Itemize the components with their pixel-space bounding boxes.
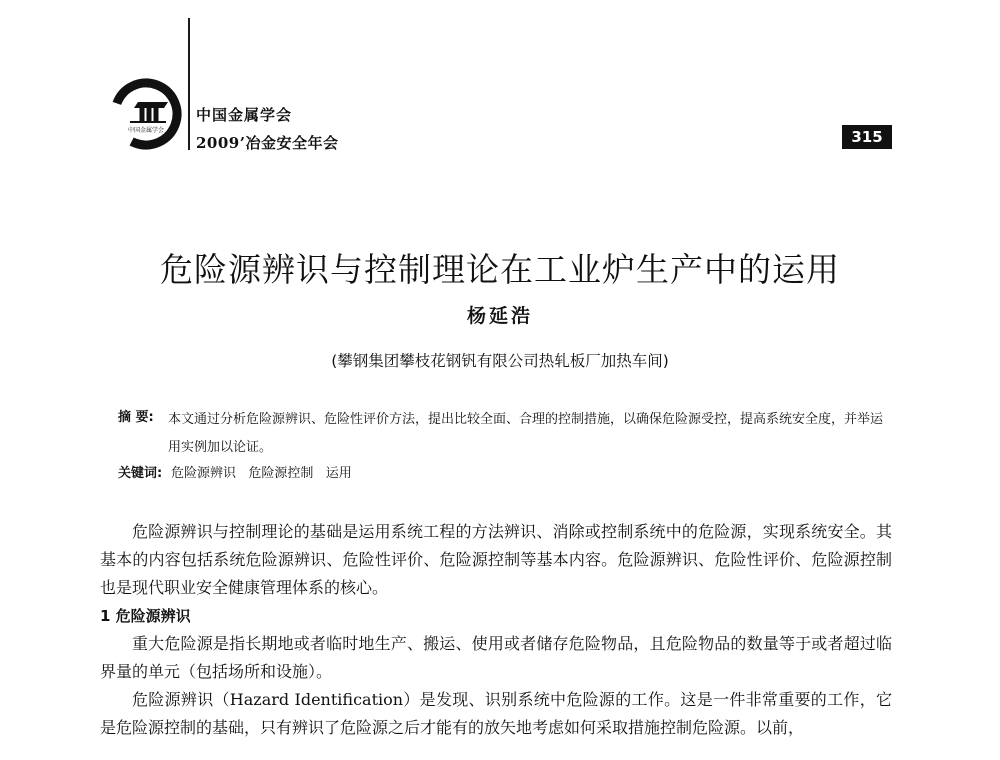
section-heading: 1 危险源辨识 <box>100 607 191 625</box>
paragraph: 重大危险源是指长期地或者临时地生产、搬运、使用或者储存危险物品，且危险物品的数量等于或者超过临界量的单元（包括场所和设施）。 <box>100 634 892 681</box>
body-text <box>100 518 892 742</box>
intro-paragraph: 危险源辨识与控制理论的基础是运用系统工程的方法辨识、消除或控制系统中的危险源，实现系统安全。其基本的内容包括系统危险源辨识、危险性评价、危险源控制等基本内容。危险源辨识、危险性评价、危险源控制也是现代职业安全健康管理体系的核心。 <box>100 522 892 597</box>
paragraph: 危险源辨识（Hazard Identification）是发现、识别系统中危险源的工作。这是一件非常重要的工作，它是危险源控制的基础，只有辨识了危险源之后才能有的放矢地考虑如何采取措施控制危险源。以前， <box>100 690 892 737</box>
organization-name: 中国金属学会 <box>196 106 293 124</box>
abstract-text: 本文通过分析危险源辨识、危险性评价方法，提出比较全面、合理的控制措施，以确保危险源受控，提高系统安全度，并举运用实例加以论证。 <box>168 412 884 455</box>
svg-text:中国金属学会: 中国金属学会 <box>127 127 165 134</box>
conference-name: 2009’冶金安全年会 <box>196 134 339 152</box>
keywords-text: 危险源辨识 危险源控制 运用 <box>171 466 352 481</box>
society-logo <box>108 76 184 152</box>
header-divider <box>188 18 190 150</box>
page-number: 315 <box>842 125 892 149</box>
abstract-label: 摘 要: <box>118 410 154 425</box>
paper-author: 杨延浩 <box>466 305 533 327</box>
paper-title: 危险源辨识与控制理论在工业炉生产中的运用 <box>160 250 840 289</box>
keywords-label: 关键词: <box>118 466 163 481</box>
author-affiliation: (攀钢集团攀枝花钢钒有限公司热轧板厂加热车间) <box>331 352 669 370</box>
